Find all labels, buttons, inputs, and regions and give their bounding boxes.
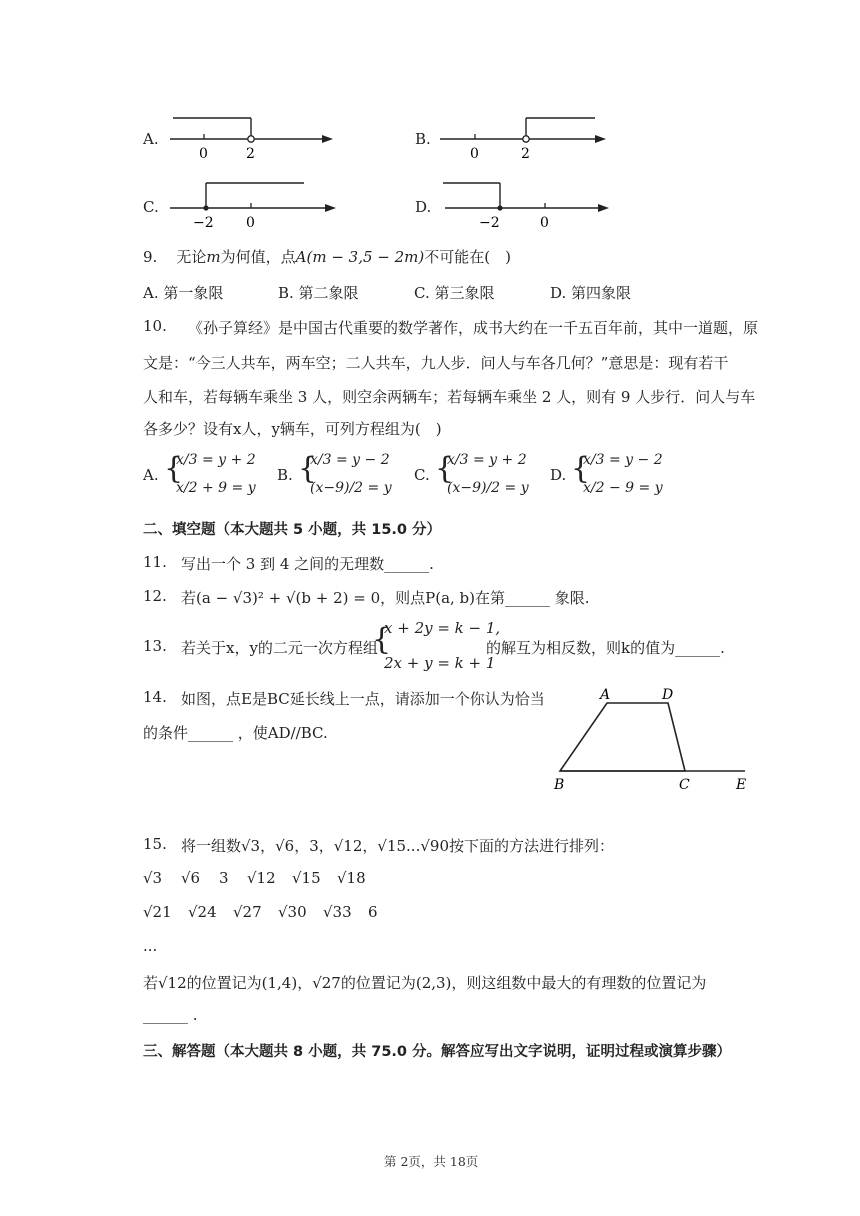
q10-d-eq2: x/2 − 9 = y	[583, 480, 663, 496]
q9-expr: A(m − 3,5 − 2m)	[295, 248, 425, 266]
q10-d-label: D.	[550, 466, 567, 484]
section-3-heading: 三、解答题（本大题共 8 小题，共 75.0 分。解答应写出文字说明，证明过程或演算步骤）	[143, 1044, 732, 1060]
trapezoid-abcd	[560, 703, 685, 771]
q11-text: 写出一个 3 到 4 之间的无理数______.	[181, 555, 434, 573]
section-2-heading: 二、填空题（本大题共 5 小题，共 15.0 分）	[143, 522, 442, 538]
q13-text-b: 的解互为相反数，则k的值为______.	[486, 639, 725, 657]
q14-line2: 的条件______ ，使AD//BC.	[143, 724, 328, 742]
q8-d-tick-neg2: −2	[479, 215, 500, 230]
q10-a-label: A.	[143, 466, 159, 484]
q10-d-eq1: x/3 = y − 2	[583, 452, 663, 468]
q15-r1-c5: √15	[292, 869, 321, 887]
q11-number: 11.	[143, 553, 167, 571]
q10-c-brace: {	[435, 451, 455, 486]
q8-option-c-numberline	[165, 178, 340, 230]
label-c: C	[679, 777, 690, 793]
q15-number: 15.	[143, 835, 167, 853]
label-a: A	[600, 687, 611, 703]
label-d: D	[662, 687, 674, 703]
q10-option-a	[143, 450, 273, 502]
q8-c-tick-0: 0	[246, 215, 255, 230]
q9-var-m: m	[206, 248, 221, 266]
q15-r2-c2: √24	[188, 903, 217, 921]
q15-r2-c6: 6	[368, 903, 378, 921]
q10-b-eq2: (x−9)/2 = y	[310, 480, 392, 496]
q8-option-c-label: C.	[143, 198, 159, 216]
q10-line2: 文是：“今三人共车，两车空；二人共车，九人步．问人与车各几何？”意思是：现有若干	[143, 354, 729, 372]
q10-option-d	[550, 450, 680, 502]
q10-option-c	[414, 450, 544, 502]
q9-option-b: B. 第二象限	[278, 284, 359, 302]
q8-a-tick-2: 2	[246, 146, 255, 162]
q9-option-c: C. 第三象限	[414, 284, 495, 302]
q10-a-brace: {	[164, 451, 184, 486]
q8-option-d-numberline	[435, 178, 615, 230]
q15-r1-c2: √6	[181, 869, 201, 887]
q10-a-eq2: x/2 + 9 = y	[176, 480, 256, 496]
q9-line	[143, 246, 511, 267]
q15-r1-c4: √12	[247, 869, 276, 887]
q15-r1-c3: 3	[219, 869, 229, 887]
q8-option-d-label: D.	[415, 198, 432, 216]
q15-r1-c6: √18	[337, 869, 366, 887]
q10-b-eq1: x/3 = y − 2	[310, 452, 390, 468]
q8-option-a-numberline	[165, 110, 335, 162]
q8-b-tick-2: 2	[521, 146, 530, 162]
q13-eq2: 2x + y = k + 1	[384, 654, 496, 672]
q14-number: 14.	[143, 688, 167, 706]
q15-text: 将一组数√3，√6，3，√12，√15...√90按下面的方法进行排列：	[181, 837, 614, 855]
q9-text-a: 无论	[176, 248, 207, 266]
q10-b-label: B.	[277, 466, 293, 484]
q15-last-line: 若√12的位置记为(1,4)，√27的位置记为(2,3)，则这组数中最大的有理数的位置记为	[143, 974, 707, 992]
q9-text-c: 不可能在( )	[424, 248, 511, 266]
q15-r2-c4: √30	[278, 903, 307, 921]
q10-d-brace: {	[571, 451, 591, 486]
q8-a-tick-0: 0	[199, 146, 208, 162]
q8-option-b-label: B.	[415, 130, 431, 148]
q8-d-tick-0: 0	[540, 215, 549, 230]
q10-line1: 《孙子算经》是中国古代重要的数学著作，成书大约在一千五百年前，其中一道题，原	[188, 319, 759, 337]
page-footer: 第 2页，共 18页	[384, 1154, 479, 1169]
q9-text-b: 为何值，点	[220, 248, 296, 266]
q15-r1-c1: √3	[143, 869, 163, 887]
q8-b-tick-0: 0	[470, 146, 479, 162]
q13-brace: {	[372, 622, 392, 657]
q15-r2-c3: √27	[233, 903, 262, 921]
q15-blank: ______ .	[143, 1006, 198, 1024]
q15-r2-c5: √33	[323, 903, 352, 921]
label-e: E	[736, 777, 747, 793]
q9-option-d: D. 第四象限	[550, 284, 632, 302]
q14-line1: 如图，点E是BC延长线上一点，请添加一个你认为恰当	[181, 690, 545, 708]
q9-number: 9.	[143, 248, 158, 266]
q15-row2	[143, 903, 388, 921]
q8-option-a-label: A.	[143, 130, 159, 148]
q10-option-b	[277, 450, 407, 502]
q15-r2-c1: √21	[143, 903, 172, 921]
q12-text: 若(a − √3)² + √(b + 2) = 0，则点P(a, b)在第______ 象限.	[181, 589, 590, 607]
q10-a-eq1: x/3 = y + 2	[176, 452, 256, 468]
q10-line4: 各多少？设有x人，y辆车，可列方程组为( )	[143, 420, 442, 438]
q10-number: 10.	[143, 317, 167, 335]
q14-trapezoid-figure	[548, 686, 758, 796]
q15-ellipsis: ...	[143, 937, 158, 955]
q10-c-label: C.	[414, 466, 430, 484]
q8-option-b-numberline	[435, 110, 610, 162]
q12-number: 12.	[143, 587, 167, 605]
q13-eq1: x + 2y = k − 1,	[384, 619, 501, 637]
q10-c-eq2: (x−9)/2 = y	[447, 480, 529, 496]
q9-option-a: A. 第一象限	[143, 284, 224, 302]
label-b: B	[554, 777, 565, 793]
q13-number: 13.	[143, 637, 167, 655]
q13-text-a: 若关于x，y的二元一次方程组	[181, 639, 378, 657]
q15-row1	[143, 869, 382, 887]
q10-b-brace: {	[298, 451, 318, 486]
q8-c-tick-neg2: −2	[193, 215, 214, 230]
q10-line3: 人和车，若每辆车乘坐 3 人，则空余两辆车；若每辆车乘坐 2 人，则有 9 人步行．问人与车	[143, 388, 756, 406]
q10-c-eq1: x/3 = y + 2	[447, 452, 527, 468]
